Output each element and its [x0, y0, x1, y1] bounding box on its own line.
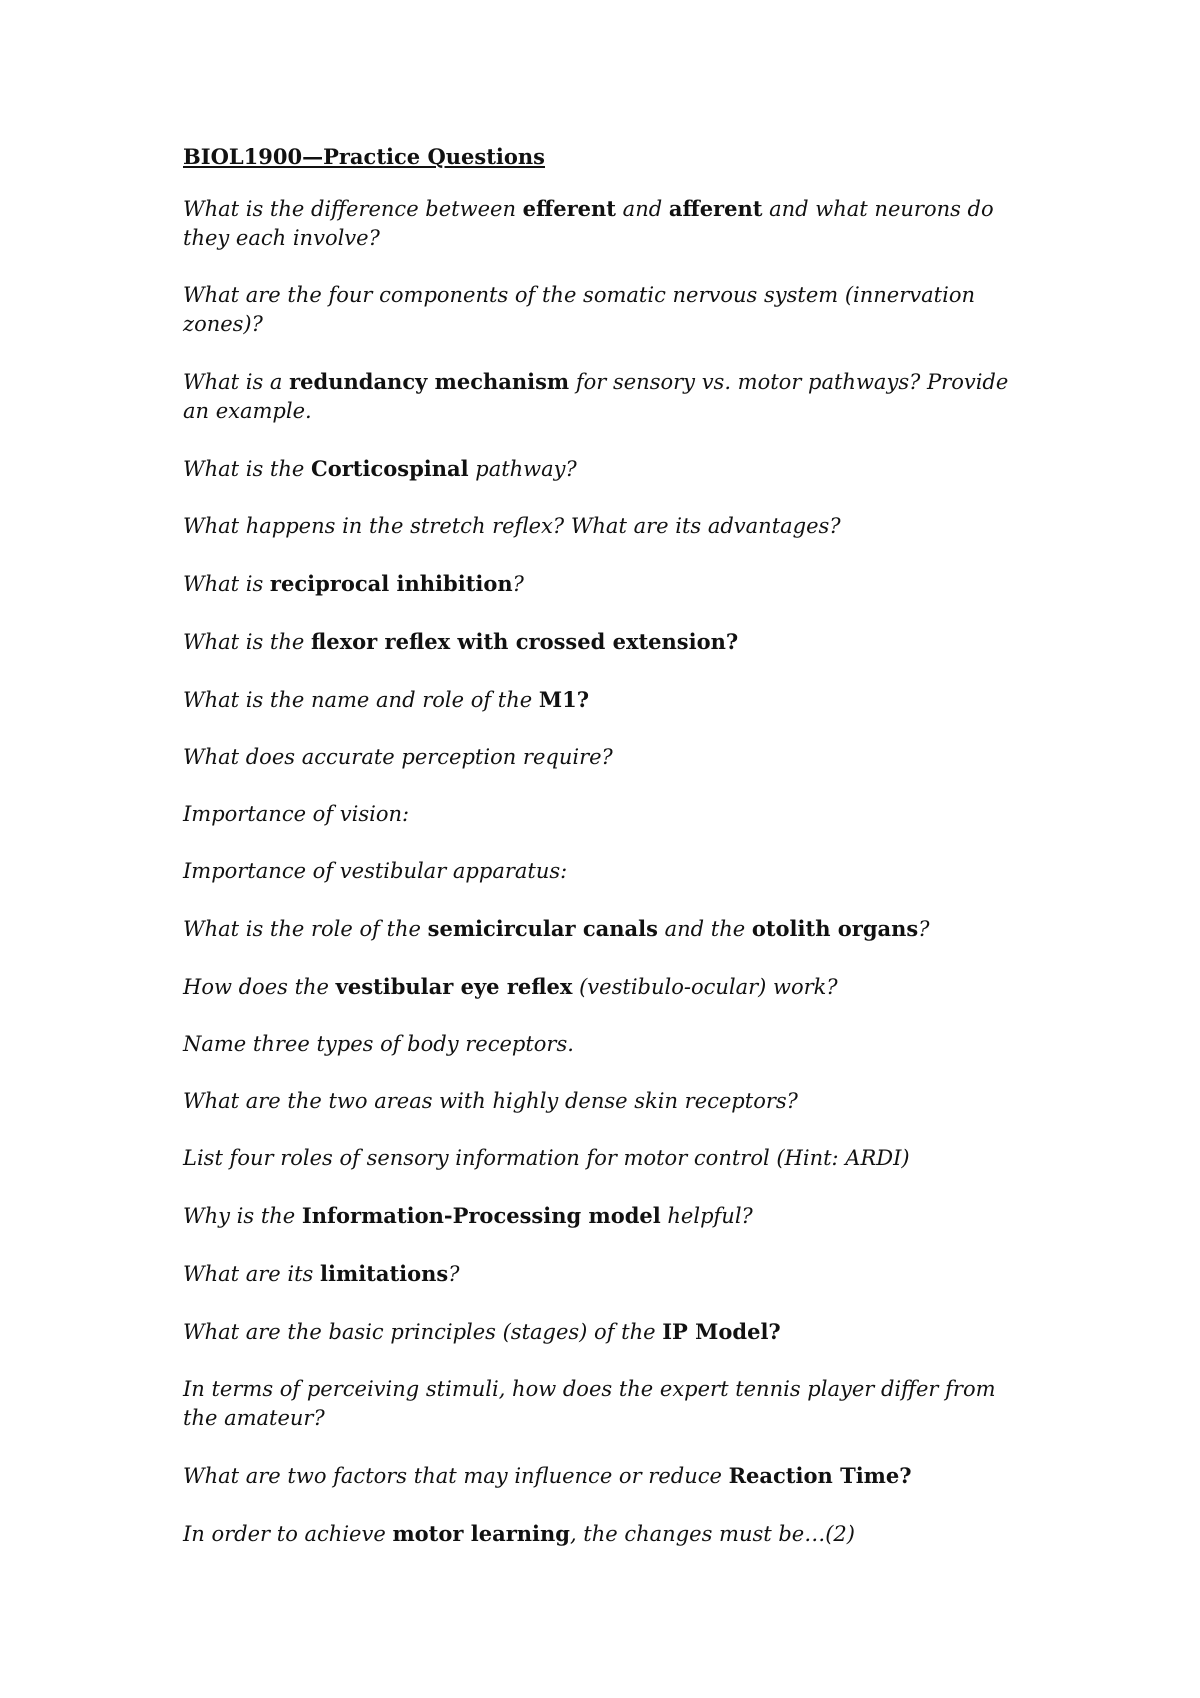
question-item [183, 972, 1023, 1002]
question-item [183, 627, 1023, 657]
question-text: and the [657, 917, 752, 941]
question-item [183, 1087, 1023, 1116]
question-text: What is the name and role of the [183, 688, 539, 712]
question-text: What are two factors that may influence or reduce [183, 1464, 729, 1488]
question-item [183, 685, 1023, 715]
question-text: What is [183, 572, 270, 596]
question-item [183, 367, 1023, 426]
question-text: What happens in the stretch reflex? What are its advantages? [183, 514, 841, 538]
question-bold-term: efferent [522, 196, 616, 221]
question-item [183, 857, 1023, 886]
question-bold-term: otolith organs [751, 916, 919, 941]
question-text: List four roles of sensory information for motor control (Hint: ARDI) [183, 1146, 910, 1170]
question-item [183, 512, 1023, 541]
question-text: Importance of vestibular apparatus: [183, 859, 568, 883]
question-item [183, 454, 1023, 484]
question-bold-term: redundancy mechanism [289, 369, 570, 394]
question-item [183, 1519, 1023, 1549]
question-bold-term: reciprocal inhibition [269, 571, 513, 596]
question-text: What are the two areas with highly dense skin receptors? [183, 1089, 798, 1113]
document-title: BIOL1900—Practice Questions [183, 144, 545, 169]
question-item [183, 1030, 1023, 1059]
question-text: What does accurate perception require? [183, 745, 613, 769]
question-text: pathway? [468, 457, 577, 481]
question-bold-term: M1? [538, 687, 590, 712]
question-item [183, 1144, 1023, 1173]
question-text: and [616, 197, 669, 221]
question-bold-term: Information-Processing model [301, 1203, 661, 1228]
question-text: Importance of vision: [183, 802, 410, 826]
question-text: for sensory vs. motor pathways? Provide an example. [183, 370, 1009, 423]
question-item [183, 1375, 1023, 1433]
question-text: What is the [183, 630, 311, 654]
question-text: What is the role of the [183, 917, 428, 941]
question-text: , the changes must be…(2) [569, 1522, 855, 1546]
question-item [183, 1201, 1023, 1231]
question-text: In order to achieve [183, 1522, 393, 1546]
question-text: What is a [183, 370, 290, 394]
question-bold-term: Corticospinal [310, 456, 469, 481]
question-text: What is the difference between [183, 197, 523, 221]
question-text: Name three types of body receptors. [183, 1032, 574, 1056]
question-text: (vestibulo-ocular) work? [572, 975, 838, 999]
question-text: What are the basic principles (stages) of the [183, 1320, 663, 1344]
question-text: and what neurons do they each involve? [183, 197, 994, 250]
question-text: How does the [183, 975, 336, 999]
question-text: ? [448, 1262, 460, 1286]
question-text: What is the [183, 457, 311, 481]
question-bold-term: IP Model? [662, 1319, 781, 1344]
question-bold-term: semicircular canals [427, 916, 658, 941]
question-text: Why is the [183, 1204, 302, 1228]
question-text: helpful? [660, 1204, 753, 1228]
question-text: In terms of perceiving stimuli, how does the expert tennis player differ from the amateur? [183, 1377, 996, 1430]
question-item [183, 281, 1023, 339]
question-item [183, 800, 1023, 829]
question-text: What are its [183, 1262, 321, 1286]
question-item [183, 743, 1023, 772]
question-item [183, 1461, 1023, 1491]
question-bold-term: limitations [320, 1261, 449, 1286]
question-bold-term: motor learning [392, 1521, 570, 1546]
question-item [183, 914, 1023, 944]
question-text: ? [918, 917, 930, 941]
question-bold-term: afferent [668, 196, 763, 221]
question-item [183, 1317, 1023, 1347]
question-bold-term: flexor reflex with crossed extension? [310, 629, 739, 654]
question-bold-term: Reaction Time? [728, 1463, 912, 1488]
question-list [183, 194, 1023, 1549]
question-text: ? [512, 572, 524, 596]
question-item [183, 194, 1023, 253]
question-text: What are the four components of the somatic nervous system (innervation zones)? [183, 283, 975, 336]
question-bold-term: vestibular eye reflex [335, 974, 573, 999]
question-item [183, 569, 1023, 599]
document-content [183, 142, 1023, 1577]
question-item [183, 1259, 1023, 1289]
